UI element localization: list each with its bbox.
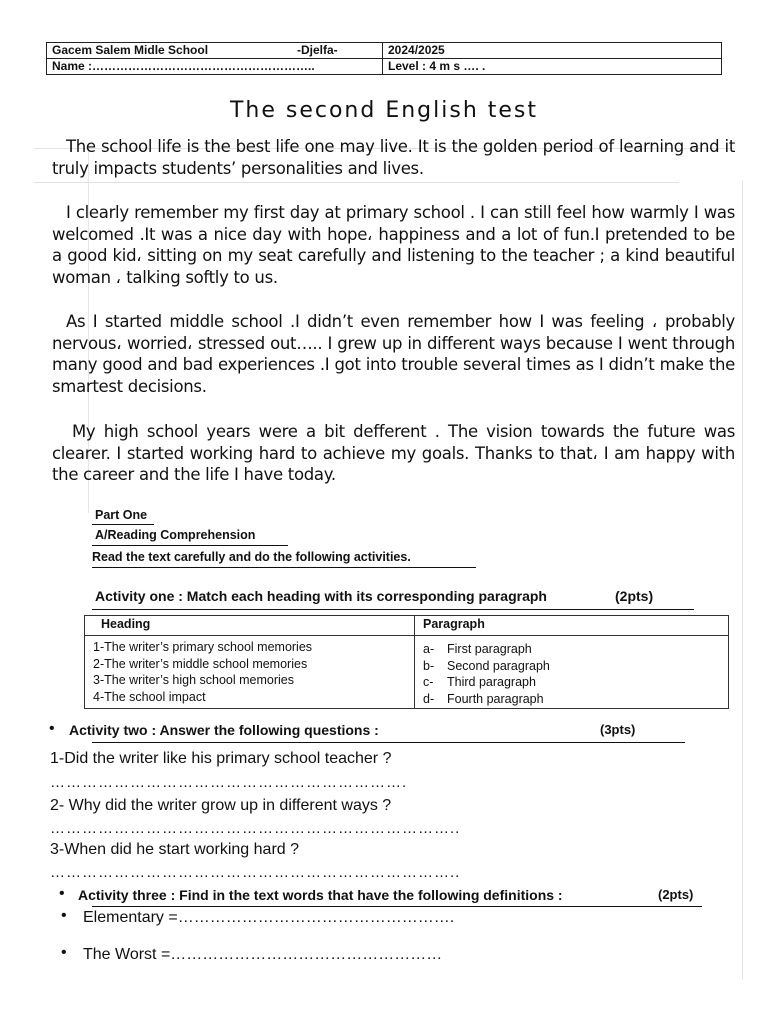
paragraph-option: [423, 641, 720, 658]
bullet-icon: •: [61, 944, 67, 961]
paragraph-column-header: Paragraph: [415, 616, 729, 636]
paragraph-4-text: My high school years were a bit defferent . The vision towards the future was clearer. I started working hard to achieve my goals. Thanks to that، I am happy with the career and the life I have today.: [52, 422, 735, 484]
heading-item: 4-The school impact: [93, 689, 206, 704]
activity-one-points: (2pts): [615, 588, 654, 604]
school-name: Gacem Salem Midle School: [52, 43, 209, 57]
instruction-text: Read the text carefully and do the following activities.: [92, 550, 411, 564]
option-text: Second paragraph: [447, 658, 550, 673]
bullet-icon: •: [49, 720, 55, 737]
underline: [92, 742, 685, 743]
definition-item[interactable]: Elementary =…………………………………………….: [83, 909, 455, 926]
activity-one-title: Activity one : Match each heading with its corresponding paragraph: [95, 588, 547, 604]
option-text: Fourth paragraph: [447, 691, 544, 706]
bullet-icon: •: [59, 885, 65, 902]
answer-line-1[interactable]: ………………………………………………………….: [50, 774, 408, 791]
underline: [92, 524, 154, 525]
underline: [92, 545, 288, 546]
question-3: 3-When did he start working hard ?: [50, 841, 300, 858]
faint-line: [34, 182, 679, 183]
paragraph-3: [52, 311, 735, 397]
answer-line-3[interactable]: …………………………………………………………………..: [50, 864, 461, 881]
school-year: 2024/2025: [383, 43, 722, 59]
paragraph-2: [52, 202, 735, 288]
activity-two-points: (3pts): [600, 722, 636, 737]
option-text: First paragraph: [447, 642, 532, 656]
definition-item[interactable]: The Worst =……………………………………………: [83, 946, 443, 963]
city-name: -Djelfa-: [297, 43, 338, 57]
heading-column-header: Heading: [85, 616, 415, 636]
option-letter: c-: [423, 675, 434, 689]
question-2: 2- Why did the writer grow up in different ways ?: [50, 797, 392, 814]
part-one-heading: Part One: [95, 508, 148, 522]
header-table: [46, 42, 722, 75]
paragraph-option: [423, 658, 720, 675]
option-letter: d-: [423, 691, 435, 706]
underline: [92, 567, 476, 568]
heading-item: 2-The writer’s middle school memories: [93, 656, 308, 671]
paragraph-option: [423, 674, 720, 691]
paragraphs-cell: [415, 636, 729, 709]
paragraph-1: [52, 136, 735, 179]
section-a-heading: A/Reading Comprehension: [95, 528, 256, 542]
activity-three-title: Activity three : Find in the text words that have the following definitions :: [78, 887, 563, 903]
bullet-icon: •: [61, 907, 67, 924]
headings-cell: [85, 636, 415, 709]
option-text: Third paragraph: [447, 675, 536, 689]
option-letter: b-: [423, 658, 435, 673]
faint-line: [742, 180, 743, 980]
paragraph-option: [423, 691, 720, 708]
heading-item: 1-The writer’s primary school memories: [93, 640, 313, 654]
paragraph-1-text: The school life is the best life one may live. It is the golden period of learning and it truly impacts students’ personalities and lives.: [52, 137, 735, 178]
underline: [92, 906, 702, 907]
option-letter: a-: [423, 642, 435, 656]
paragraph-2-text: I clearly remember my first day at primary school . I can still feel how warmly I was welcomed .It was a nice day with hope، happiness and a lot of fun.I pretended to be a good kid، sitting on my seat carefully and listening to the teacher ; a kind beautiful woman ، talking softly to us.: [52, 203, 735, 287]
name-field[interactable]: Name :………………………………………………..: [47, 59, 383, 75]
activity-two-title: Activity two : Answer the following questions :: [69, 722, 379, 738]
underline: [92, 609, 694, 610]
question-1: 1-Did the writer like his primary school teacher ?: [50, 750, 392, 767]
answer-line-2[interactable]: …………………………………………………………………..: [50, 820, 461, 837]
paragraph-4: [52, 421, 735, 486]
test-title: The second English test: [229, 98, 539, 123]
heading-item: 3-The writer’s high school memories: [93, 673, 295, 687]
level-field[interactable]: Level : 4 m s …. .: [383, 59, 722, 75]
activity-three-points: (2pts): [658, 887, 694, 902]
paragraph-3-text: As I started middle school .I didn’t even remember how I was feeling ، probably nervous، worried، stressed out….. I grew up in different ways because I went through many good and bad experiences .I got into trouble several times as I didn’t make the smartest decisions.: [52, 312, 735, 396]
school-cell: [47, 43, 383, 59]
matching-table: [84, 615, 729, 709]
